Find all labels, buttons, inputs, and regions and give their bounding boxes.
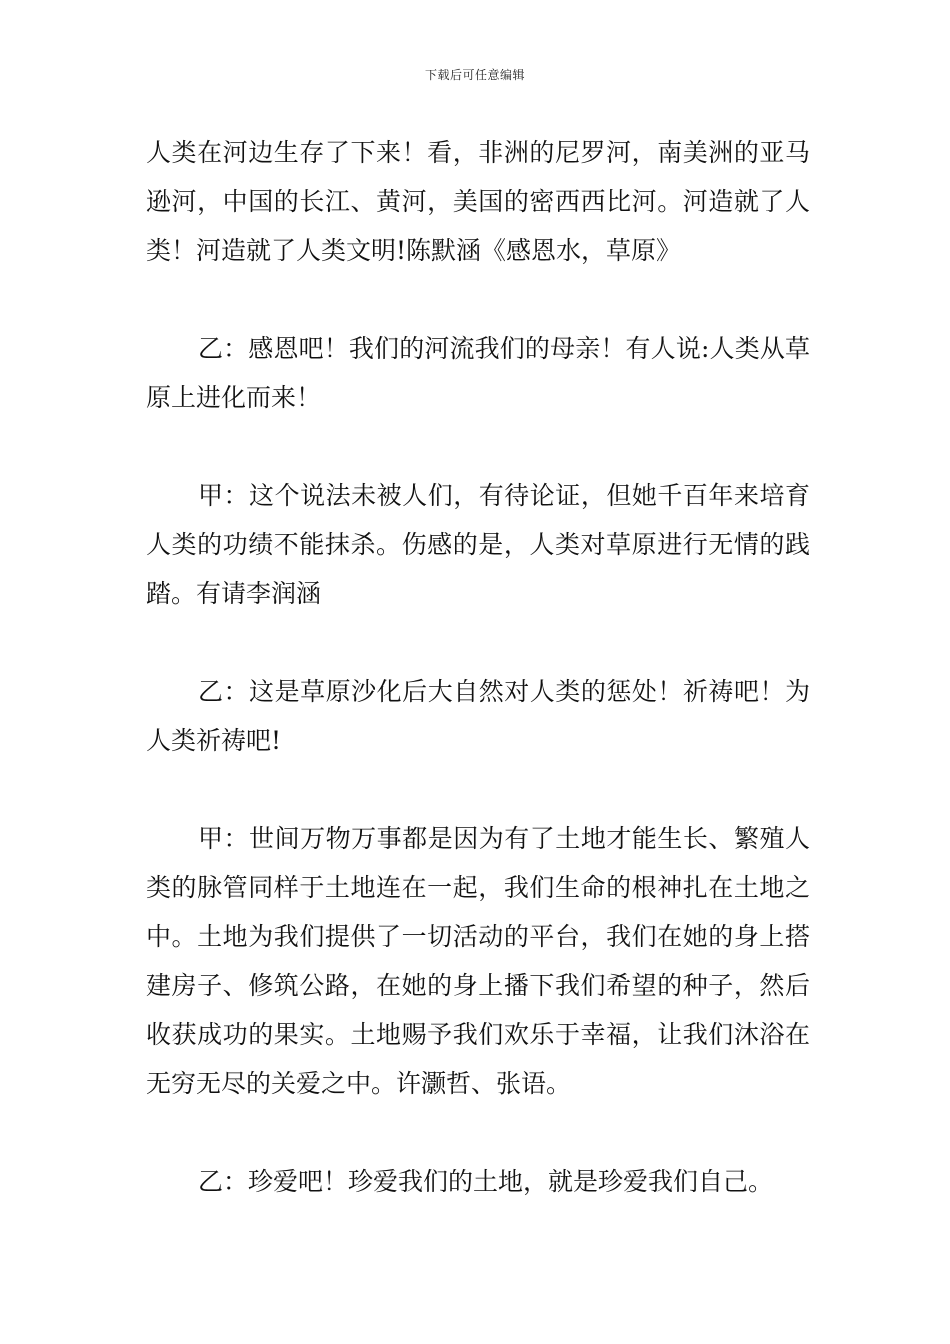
paragraph-spacer xyxy=(146,1108,810,1157)
paragraph-spacer xyxy=(146,765,810,814)
paragraph-spacer xyxy=(146,422,810,471)
document-body xyxy=(146,128,810,1206)
paragraph-spacer xyxy=(146,618,810,667)
paragraph-spacer xyxy=(146,275,810,324)
paragraph-5: 甲：世间万物万事都是因为有了土地才能生长、繁殖人类的脉管同样于土地连在一起，我们生命的根神扎在土地之中。土地为我们提供了一切活动的平台，我们在她的身上搭建房子、修筑公路，在她的身上播下我们希望的种子，然后收获成功的果实。土地赐予我们欢乐于幸福，让我们沐浴在无穷无尽的关爱之中。许灏哲、张语。 xyxy=(146,824,810,1098)
page-header-note: 下载后可任意编辑 xyxy=(424,68,525,82)
paragraph-4: 乙：这是草原沙化后大自然对人类的惩处！祈祷吧！为人类祈祷吧! xyxy=(146,677,810,755)
paragraph-6: 乙：珍爱吧！珍爱我们的土地，就是珍爱我们自己。 xyxy=(198,1167,774,1196)
paragraph-3: 甲：这个说法未被人们，有待论证，但她千百年来培育人类的功绩不能抹杀。伤感的是，人类对草原进行无情的践踏。有请李润涵 xyxy=(146,481,810,608)
paragraph-2: 乙：感恩吧！我们的河流我们的母亲！有人说:人类从草原上进化而来！ xyxy=(146,334,810,412)
paragraph-1: 人类在河边生存了下来！看，非洲的尼罗河，南美洲的亚马逊河，中国的长江、黄河，美国的密西西比河。河造就了人类！河造就了人类文明!陈默涵《感恩水，草原》 xyxy=(146,138,810,265)
